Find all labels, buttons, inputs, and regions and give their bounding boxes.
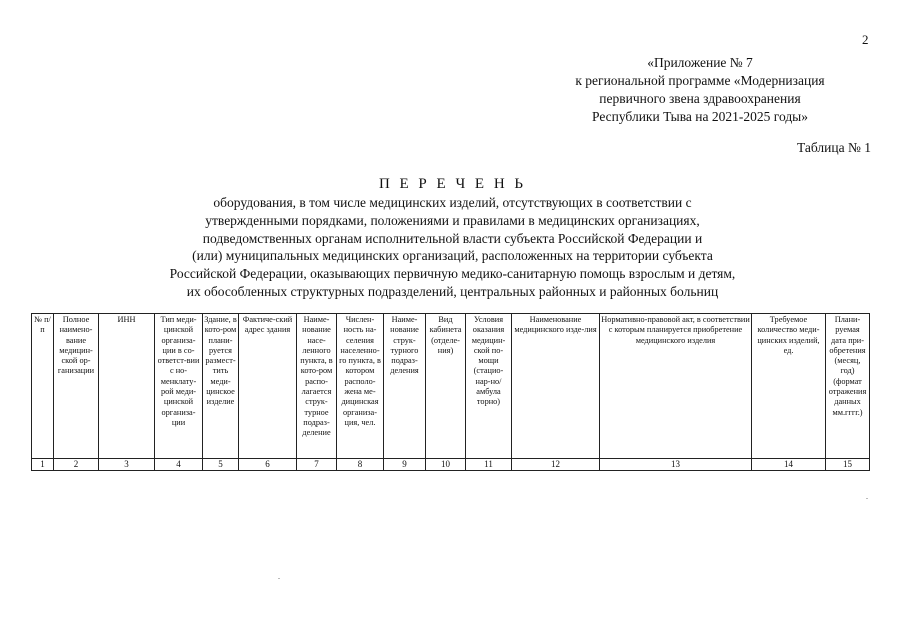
subtitle-line: утвержденными порядками, положениями и правилами в медицинских организациях, [205, 212, 700, 228]
column-number-cell: 12 [512, 459, 600, 471]
subtitle-line: оборудования, в том числе медицинских изделий, отсутствующих в соответствии с [213, 195, 692, 210]
column-number-cell: 4 [155, 459, 203, 471]
appendix-line: Республики Тыва на 2021-2025 годы» [591, 109, 809, 124]
header-cell-building: Здание, в кото-ром плани-руется размест-тить меди-цинское изделие [203, 314, 239, 459]
page-number: 2 [862, 32, 869, 47]
header-cell-cabinet-type: Вид кабинета (отделе-ния) [426, 314, 466, 459]
table-label: Таблица № 1 [797, 140, 871, 155]
column-number-cell: 2 [54, 459, 99, 471]
header-cell-population: Числен-ность на-селения населенно-го пункта, в котором располо-жена ме-дицинская организа-ция, чел. [337, 314, 384, 459]
column-number-cell: 9 [384, 459, 426, 471]
subtitle-line: Российской Федерации, оказывающих первичную медико-санитарную помощь взрослым и детям, [169, 266, 736, 282]
header-cell-device-name: Наименование медицинского изде-лия [512, 314, 600, 459]
column-number-cell: 10 [426, 459, 466, 471]
subtitle-line: подведомственных органам исполнительной власти субъекта Российской Федерации и [202, 230, 703, 246]
scan-speck [278, 578, 280, 579]
header-cell-organization-name: Полное наимено-вание медицин-ской ор-ганизации [54, 314, 99, 459]
column-number-cell: 11 [466, 459, 512, 471]
header-cell-subdivision: Наиме-нование струк-турного подраз-деления [384, 314, 426, 459]
column-number-row [32, 459, 870, 471]
header-cell-care-conditions: Условия оказания медицин-ской по-мощи (стацио-нар-но/амбула торно) [466, 314, 512, 459]
header-cell-legal-act: Нормативно-правовой акт, в соответствии с которым планируется приобретение медицинского изделия [600, 314, 752, 459]
table-header-row [32, 314, 870, 459]
equipment-table [31, 313, 870, 471]
document-title: П Е Р Е Ч Е Н Ь [378, 176, 527, 192]
subtitle-line: (или) муниципальных медицинских организаций, расположенных на территории субъекта [192, 248, 713, 264]
appendix-line: первичного звена здравоохранения [599, 91, 801, 106]
subtitle-line: их обособленных структурных подразделений, центральных районных и районных больниц [186, 283, 719, 299]
header-cell-number: № п/п [32, 314, 54, 459]
column-number-cell: 14 [752, 459, 826, 471]
document-subtitle [0, 194, 905, 301]
column-number-cell: 13 [600, 459, 752, 471]
header-cell-address: Фактиче-ский адрес здания [239, 314, 297, 459]
appendix-header [540, 54, 860, 126]
appendix-line: «Приложение № 7 [647, 55, 753, 70]
header-cell-quantity: Требуемое количество меди-цинских изделий, ед. [752, 314, 826, 459]
scan-speck [866, 498, 868, 499]
column-number-cell: 3 [99, 459, 155, 471]
column-number-cell: 1 [32, 459, 54, 471]
column-number-cell: 6 [239, 459, 297, 471]
column-number-cell: 7 [297, 459, 337, 471]
appendix-line: к региональной программе «Модернизация [575, 73, 825, 88]
column-number-cell: 8 [337, 459, 384, 471]
column-number-cell: 15 [826, 459, 870, 471]
header-cell-purchase-date: Плани-руемая дата при-обретения (месяц, год) (формат отражения данных мм.гггг.) [826, 314, 870, 459]
header-cell-organization-type: Тип меди-цинской организа-ции в со-ответст-вии с но-менклату-рой меди-цинской организа-ции [155, 314, 203, 459]
column-number-cell: 5 [203, 459, 239, 471]
header-cell-inn: ИНН [99, 314, 155, 459]
header-cell-settlement: Наиме-нование насе-ленного пункта, в кото-ром распо-лагается струк-турное подраз-деление [297, 314, 337, 459]
